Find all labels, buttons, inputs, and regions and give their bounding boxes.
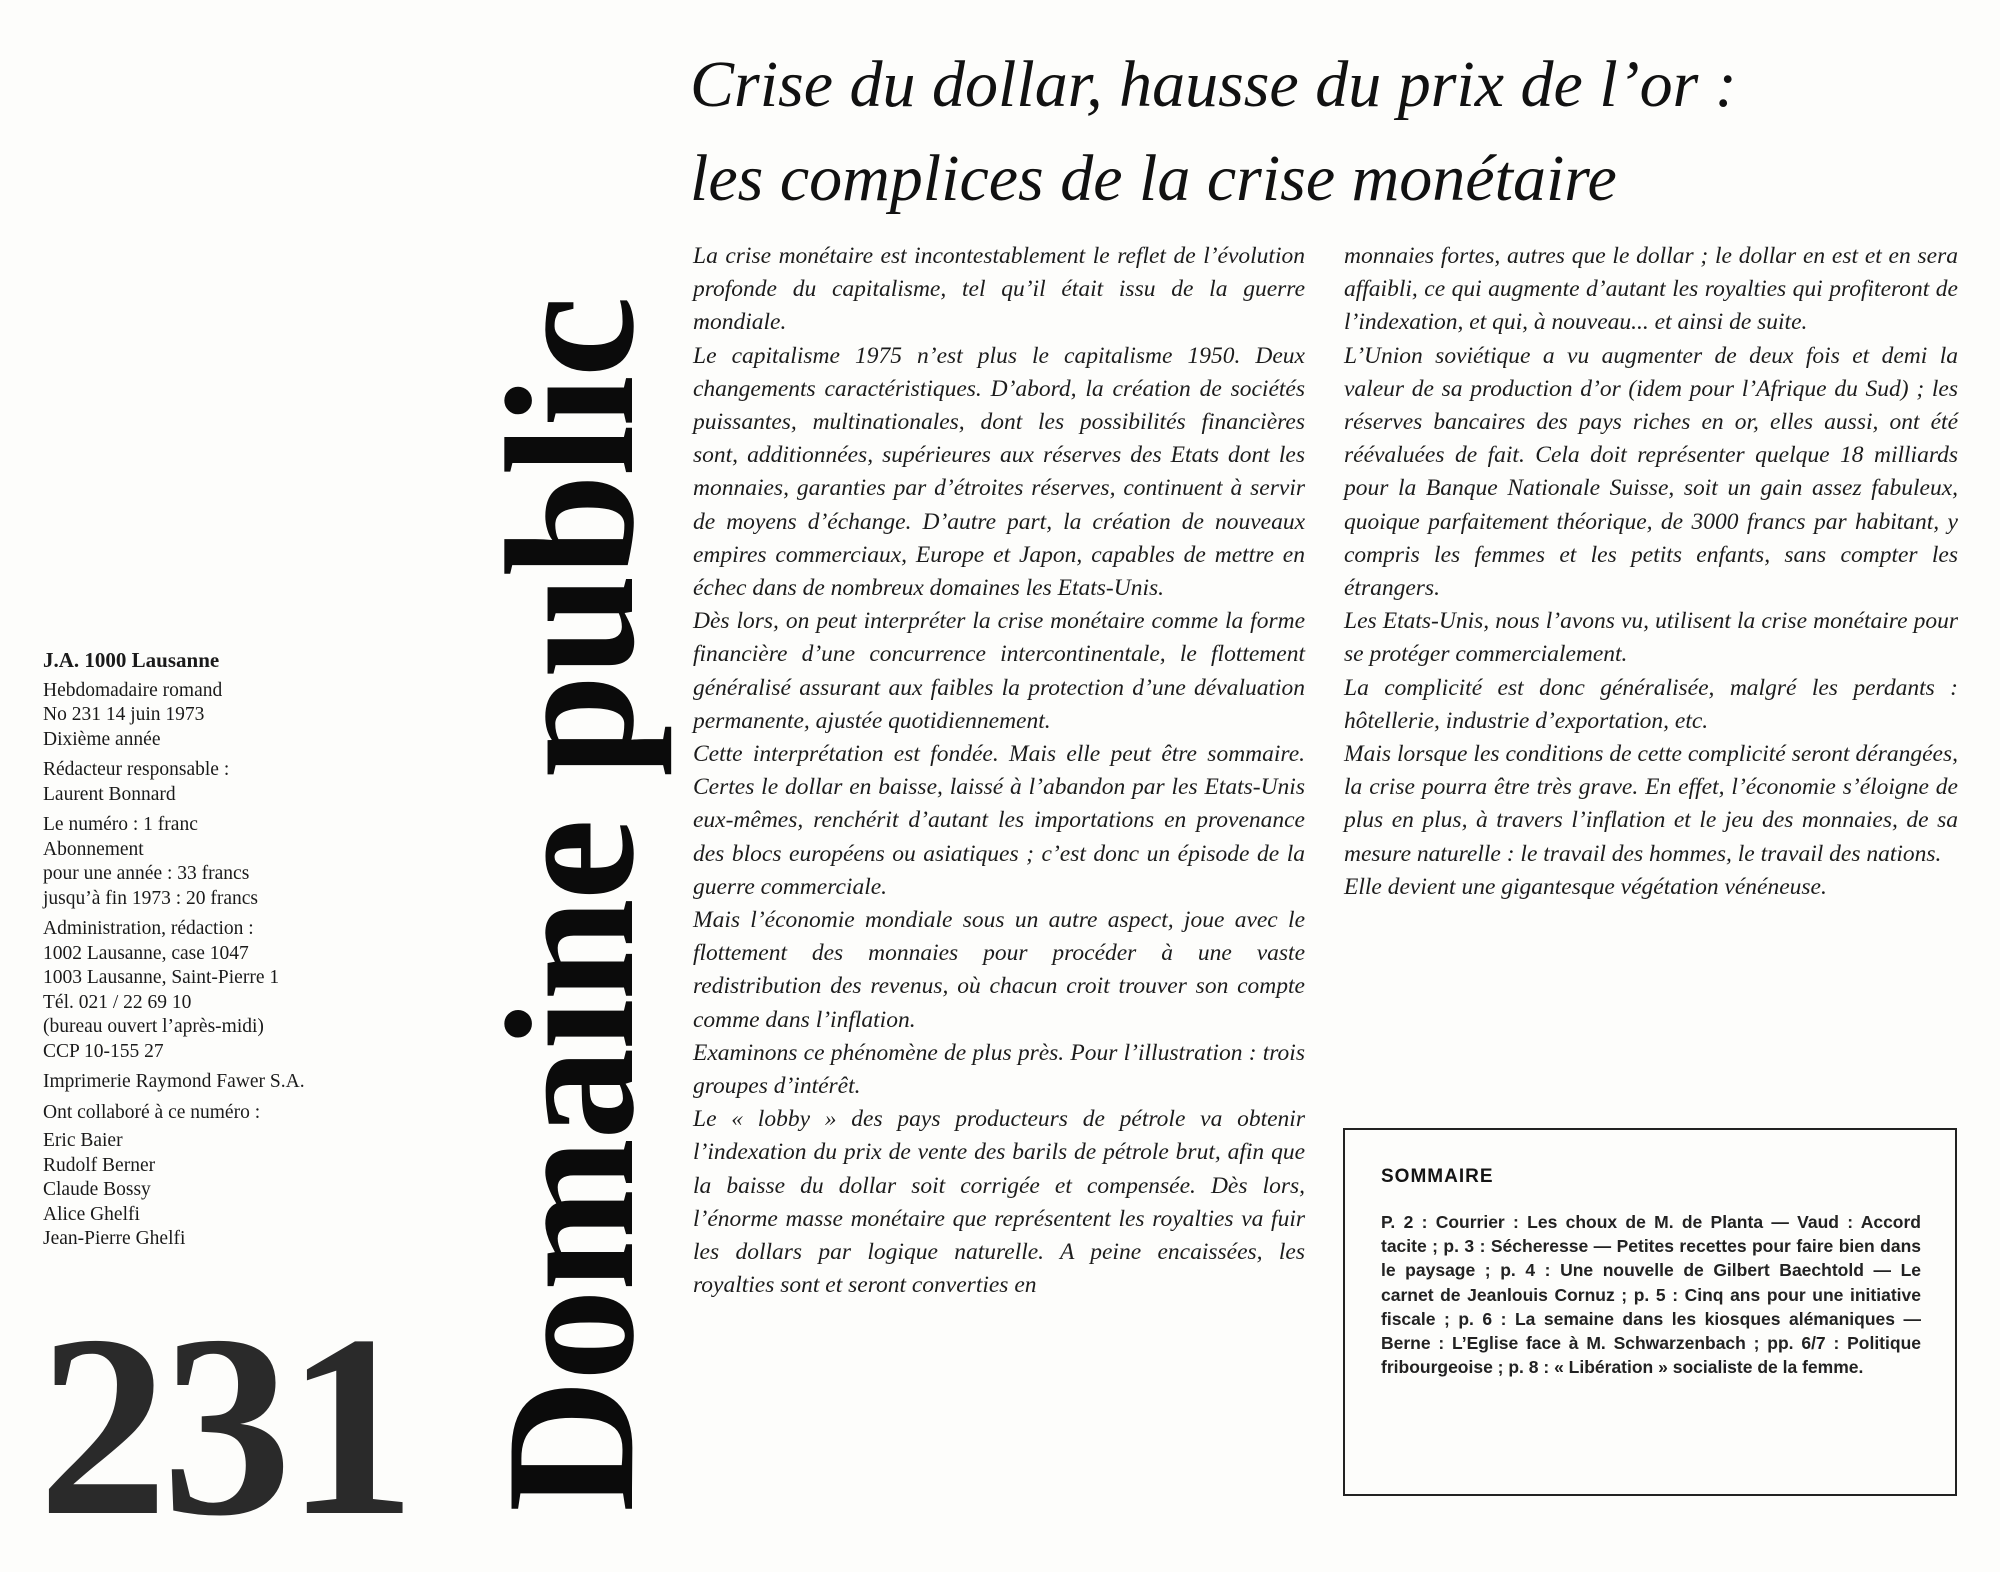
- contributors-label: Ont collaboré à ce numéro :: [43, 1101, 261, 1123]
- article-paragraph: Dès lors, on peut interpréter la crise monétaire comme la forme financière d’une concurrence intercontinentale, le flottement généralisé assurant aux faibles la protection d’une dévaluation permanente, ajustée quotidiennement.: [693, 608, 1305, 734]
- headline: [690, 38, 1980, 226]
- article-paragraph: Le « lobby » des pays producteurs de pétrole va obtenir l’indexation du prix de vente des barils de pétrole brut, afin que la baisse du dollar soit corrigée et compensée. Dès lors, l’énorme masse monétaire que représentent les royalties va fuir les dollars par logique naturelle. A peine encaissées, les royalties sont et seront converties en: [693, 1106, 1305, 1299]
- headline-line-2: les complices de la crise monétaire: [690, 142, 1617, 215]
- article-paragraph: Examinons ce phénomène de plus près. Pour l’illustration : trois groupes d’intérêt.: [693, 1039, 1305, 1100]
- article-paragraph: La complicité est donc généralisée, malgré les perdants : hôtellerie, industrie d’exportation, etc.: [1344, 674, 1958, 734]
- masthead-title: Domaine public: [468, 297, 672, 1512]
- publication-line: No 231 14 juin 1973: [43, 704, 205, 725]
- article-paragraph: Mais l’économie mondiale sous un autre aspect, joue avec le flottement des monnaies pour procéder à une vaste redistribution des revenus, où chacun croit trouver son compte comme dans l’inflation.: [693, 907, 1305, 1033]
- contributor-name: Jean-Pierre Ghelfi: [43, 1228, 186, 1249]
- editor-line: Rédacteur responsable :: [43, 759, 230, 780]
- printer-line: Imprimerie Raymond Fawer S.A.: [43, 1071, 305, 1092]
- editor-info: [43, 758, 423, 807]
- contributor-name: Alice Ghelfi: [43, 1203, 140, 1225]
- issue-number: 231: [38, 1282, 410, 1570]
- article-column-1: [693, 240, 1305, 1303]
- admin-line: Tél. 021 / 22 69 10: [43, 991, 192, 1013]
- colophon: [43, 648, 423, 1258]
- admin-info: [43, 917, 423, 1064]
- admin-line: (bureau ouvert l’après-midi): [43, 1016, 264, 1037]
- article-paragraph: monnaies fortes, autres que le dollar ; le dollar en est et en sera affaibli, ce qui augmente d’autant les royalties qui profiteront de l’indexation, et qui, à nouveau... et ainsi de suite.: [1344, 243, 1958, 336]
- sommaire-title: SOMMAIRE: [1381, 1166, 1494, 1187]
- publication-line: Dixième année: [43, 728, 161, 750]
- article-paragraph: L’Union soviétique a vu augmenter de deux fois et demi la valeur de sa production d’or (idem pour l’Afrique du Sud) ; les réserves bancaires des pays riches en or, elles aussi, ont été réévaluées de fait. Cela doit représenter quelque 18 milliards pour la Banque Nationale Suisse, soit un gain assez fabuleux, quoique parfaitement théorique, de 3000 francs par habitant, y compris les femmes et les petits enfants, sans compter les étrangers.: [1344, 342, 1958, 602]
- article-column-2: [1344, 240, 1958, 904]
- publication-line: Hebdomadaire romand: [43, 679, 223, 701]
- sommaire-box: [1343, 1128, 1957, 1496]
- article-paragraph: Le capitalisme 1975 n’est plus le capitalisme 1950. Deux changements caractéristiques. D’abord, la création de sociétés puissantes, multinationales, dont les possibilités financières sont, additionnées, supérieures aux réserves des Etats dont les monnaies, garanties par d’étroites réserves, continuent à servir de moyens d’échange. D’autre part, la création de nouveaux empires commerciaux, Europe et Japon, capables de mettre en échec dans de nombreux domaines les Etats-Unis.: [693, 342, 1305, 602]
- contributors: [43, 1101, 423, 1252]
- admin-line: CCP 10-155 27: [43, 1040, 164, 1062]
- publication-info: [43, 679, 423, 753]
- admin-line: 1003 Lausanne, Saint-Pierre 1: [43, 967, 280, 988]
- contributor-name: Claude Bossy: [43, 1179, 151, 1200]
- pricing-line: jusqu’à fin 1973 : 20 francs: [43, 887, 258, 909]
- pricing-line: Abonnement: [43, 838, 144, 860]
- pricing-info: [43, 813, 423, 911]
- postal-line: J.A. 1000 Lausanne: [43, 648, 220, 672]
- article-paragraph: Elle devient une gigantesque végétation vénéneuse.: [1344, 873, 1827, 900]
- admin-line: Administration, rédaction :: [43, 918, 254, 939]
- article-paragraph: La crise monétaire est incontestablement le reflet de l’évolution profonde du capitalisme, tel qu’il était issu de la guerre mondiale.: [693, 243, 1305, 336]
- pricing-line: Le numéro : 1 franc: [43, 814, 198, 835]
- article-paragraph: Mais lorsque les conditions de cette complicité seront dérangées, la crise pourra être très grave. En effet, l’économie s’éloigne de plus en plus, à travers l’inflation et le jeu des monnaies, de sa mesure naturelle : le travail des hommes, le travail des nations.: [1344, 741, 1958, 867]
- admin-line: 1002 Lausanne, case 1047: [43, 942, 249, 964]
- headline-line-1: Crise du dollar, hausse du prix de l’or :: [690, 48, 1737, 121]
- sommaire-text: P. 2 : Courrier : Les choux de M. de Planta — Vaud : Accord tacite ; p. 3 : Sécheresse — Petites recettes pour faire bien dans le paysage ; p. 4 : Une nouvelle de Gilbert Baechtold — Le carnet de Jeanlouis Cornuz ; p. 5 : Cinq ans pour une initiative fiscale ; p. 6 : La semaine dans les kiosques alémaniques — Berne : L’Eglise face à M. Schwarzenbach ; pp. 6/7 : Politique fribourgeoise ; p. 8 : « Libération » socialiste de la femme.: [1381, 1212, 1921, 1378]
- article-paragraph: Cette interprétation est fondée. Mais elle peut être sommaire. Certes le dollar en baisse, laissé à l’abandon par les Etats-Unis eux-mêmes, renchérit d’autant les importations en provenance des blocs européens ou asiatiques ; c’est donc un épisode de la guerre commerciale.: [693, 741, 1305, 900]
- article-paragraph: Les Etats-Unis, nous l’avons vu, utilisent la crise monétaire pour se protéger commercialement.: [1344, 608, 1958, 668]
- contributor-name: Eric Baier: [43, 1130, 123, 1151]
- editor-line: Laurent Bonnard: [43, 783, 176, 805]
- contributor-name: Rudolf Berner: [43, 1154, 156, 1176]
- pricing-line: pour une année : 33 francs: [43, 863, 250, 884]
